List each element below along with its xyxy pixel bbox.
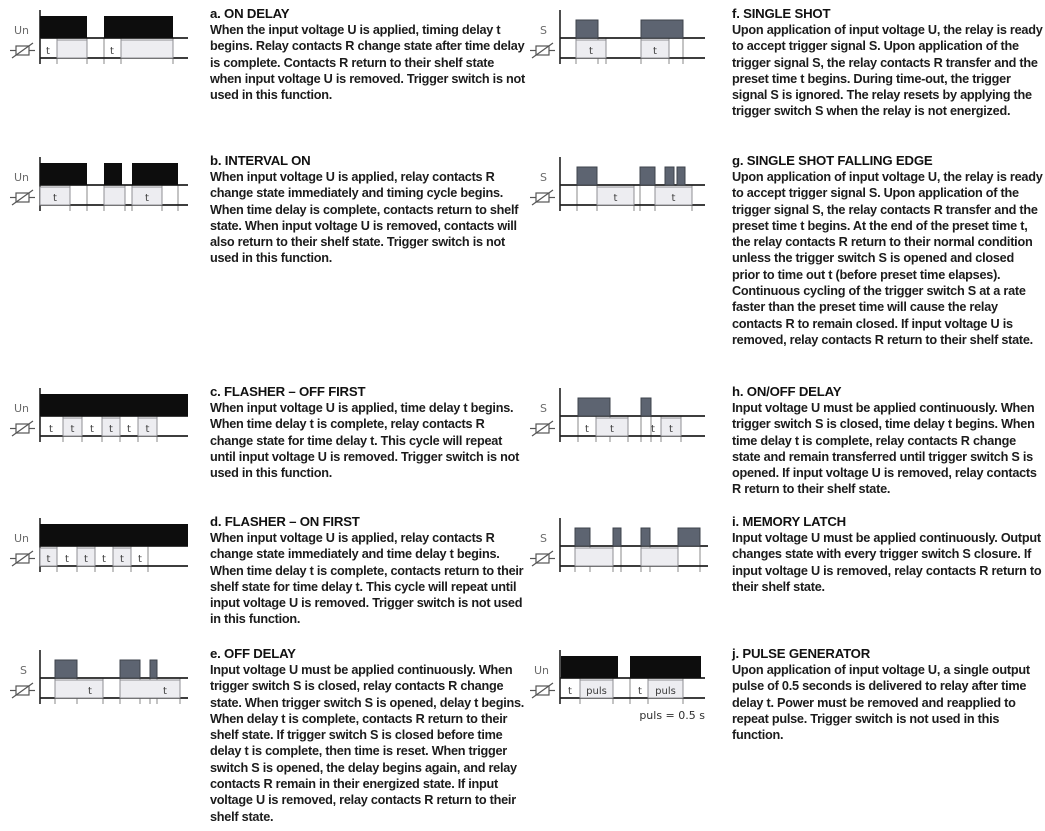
trigger-pulse-bar bbox=[120, 660, 140, 678]
relay-state-box bbox=[55, 680, 103, 698]
trigger-pulse-bar bbox=[613, 528, 621, 546]
signal-label: S bbox=[540, 402, 547, 415]
trigger-pulse-bar bbox=[641, 20, 683, 38]
timing-diagram bbox=[528, 514, 720, 583]
time-label: t bbox=[610, 424, 614, 435]
timing-diagram bbox=[8, 646, 200, 715]
function-body: Upon application of input voltage U, a single output pulse of 0.5 seconds is delivered to relay after time delay t. Power must be removed and reapplied to repeat pulse. Trigger switch is not used in this function. bbox=[732, 663, 1030, 743]
trigger-pulse-bar bbox=[575, 528, 590, 546]
time-label: t bbox=[585, 424, 589, 435]
time-label: t bbox=[138, 554, 142, 565]
timing-diagram bbox=[528, 646, 720, 729]
function-description bbox=[210, 153, 526, 267]
function-title: e. OFF DELAY bbox=[210, 646, 296, 661]
input-voltage-bar bbox=[40, 524, 188, 546]
signal-label: S bbox=[20, 664, 27, 677]
signal-label: Un bbox=[14, 402, 30, 415]
trigger-pulse-bar bbox=[578, 398, 610, 416]
time-label: t bbox=[145, 193, 149, 204]
time-label: t bbox=[109, 424, 113, 435]
input-voltage-bar bbox=[40, 163, 87, 185]
time-label: t bbox=[90, 424, 94, 435]
function-description bbox=[210, 384, 526, 481]
timing-diagram bbox=[8, 153, 200, 222]
time-label: t bbox=[84, 554, 88, 565]
input-voltage-bar bbox=[104, 16, 173, 38]
time-label: t bbox=[653, 46, 657, 57]
trigger-pulse-bar bbox=[641, 528, 650, 546]
input-voltage-bar bbox=[561, 656, 618, 678]
function-body: When input voltage U is applied, relay contacts R change state immediately and timing cycle begins. When time delay is complete, contacts return to shelf state. When input voltage U is removed, contacts will also return to their shelf state. Trigger switch is not used in this function. bbox=[210, 170, 519, 266]
function-title: a. ON DELAY bbox=[210, 6, 290, 21]
time-label: t bbox=[589, 46, 593, 57]
function-title: f. SINGLE SHOT bbox=[732, 6, 831, 21]
timing-diagram bbox=[8, 514, 200, 583]
function-body: Upon application of input voltage U, the relay is ready to accept trigger signal S. Upon application of the trigger signal S, the relay contacts R transfer and the preset time t begins. During time-out, the trigger signal S is ignored. The relay resets by applying the trigger switch S when the relay is not energized. bbox=[732, 23, 1043, 119]
time-label: t bbox=[53, 193, 57, 204]
function-description bbox=[732, 384, 1044, 498]
function-body: Input voltage U must be applied continuously. When trigger switch S is closed, relay contacts R change state. When trigger switch S is opened, delay t begins. When delay t is complete, contacts R return to their shelf state. If trigger switch S is closed before time delay t is complete, then time is reset. When trigger switch S is opened, the delay begins again, and relay contacts R remain in their energized state. If input voltage U is removed, relay contacts R return to their shelf state. bbox=[210, 663, 525, 824]
time-label: t bbox=[163, 686, 167, 697]
relay-state-box bbox=[57, 40, 87, 58]
function-body: When the input voltage U is applied, timing delay t begins. Relay contacts R change state after time delay is complete. Contacts R return to their shelf state when input voltage U is removed. Trigger switch is not used in this function. bbox=[210, 23, 526, 103]
time-label: t bbox=[65, 554, 69, 565]
time-label: t bbox=[127, 424, 131, 435]
time-label: t bbox=[638, 686, 642, 697]
function-body: Input voltage U must be applied continuously. Output changes state with every trigger switch S closure. If input voltage U is removed, relay contacts R return to their shelf state. bbox=[732, 531, 1042, 594]
input-voltage-bar bbox=[132, 163, 178, 185]
relay-state-box bbox=[104, 187, 125, 205]
timing-diagram bbox=[528, 384, 720, 453]
signal-label: S bbox=[540, 171, 547, 184]
function-description bbox=[732, 646, 1044, 743]
timing-diagram-svg bbox=[528, 6, 720, 70]
relay-state-box bbox=[121, 40, 173, 58]
function-body: When input voltage U is applied, time delay t begins. When time delay t is complete, relay contacts R change state for time delay t. This cycle will repeat until input voltage U is removed. Trigger switch is not used in this function. bbox=[210, 401, 520, 481]
time-label: puls bbox=[655, 686, 676, 697]
function-description bbox=[210, 514, 526, 628]
signal-label: Un bbox=[14, 171, 30, 184]
relay-state-box bbox=[641, 548, 678, 566]
timing-diagram bbox=[528, 153, 720, 222]
signal-label: S bbox=[540, 532, 547, 545]
time-label: t bbox=[613, 193, 618, 204]
relay-state-box bbox=[120, 680, 180, 698]
time-label: t bbox=[102, 554, 106, 565]
time-label: t bbox=[49, 424, 53, 435]
trigger-pulse-bar bbox=[641, 398, 651, 416]
timing-diagram bbox=[8, 384, 200, 453]
function-title: h. ON/OFF DELAY bbox=[732, 384, 842, 399]
trigger-pulse-bar bbox=[150, 660, 157, 678]
time-label: t bbox=[46, 554, 51, 565]
function-title: i. MEMORY LATCH bbox=[732, 514, 846, 529]
signal-label: S bbox=[540, 24, 547, 37]
timing-diagram bbox=[8, 6, 200, 75]
trigger-pulse-bar bbox=[678, 528, 700, 546]
function-title: c. FLASHER – OFF FIRST bbox=[210, 384, 366, 399]
timing-diagram-svg bbox=[8, 646, 200, 710]
trigger-pulse-bar bbox=[576, 20, 598, 38]
trigger-pulse-bar bbox=[55, 660, 77, 678]
trigger-pulse-bar bbox=[677, 167, 685, 185]
relay-state-box bbox=[575, 548, 613, 566]
timing-diagram-svg bbox=[8, 6, 200, 70]
function-body: Input voltage U must be applied continuously. When trigger switch S is closed, time delay t begins. When time delay t is complete, relay contacts R change state and remain transferred until trigger switch S is opened. If input voltage U is removed, relay contacts R return to their shelf state. bbox=[732, 401, 1037, 497]
time-label: t bbox=[110, 46, 114, 57]
trigger-pulse-bar bbox=[640, 167, 655, 185]
timing-diagram-svg bbox=[8, 153, 200, 217]
input-voltage-bar bbox=[104, 163, 122, 185]
trigger-pulse-bar bbox=[577, 167, 597, 185]
pulse-width-caption: puls = 0.5 s bbox=[639, 709, 705, 722]
function-description bbox=[732, 6, 1044, 120]
timing-diagram-svg bbox=[528, 384, 720, 448]
signal-label: Un bbox=[534, 664, 550, 677]
timing-diagram-svg bbox=[528, 514, 720, 578]
function-title: j. PULSE GENERATOR bbox=[732, 646, 871, 661]
time-label: puls bbox=[586, 686, 607, 697]
function-body: When input voltage U is applied, relay contacts R change state immediately and time delay t begins. When time delay t is complete, contacts return to their shelf state for time delay t. This cycle will repeat until input voltage U is removed. Trigger switch is not used in this function. bbox=[210, 531, 524, 627]
trigger-pulse-bar bbox=[665, 167, 674, 185]
function-description bbox=[210, 646, 526, 825]
function-title: d. FLASHER – ON FIRST bbox=[210, 514, 360, 529]
time-label: t bbox=[568, 686, 572, 697]
input-voltage-bar bbox=[40, 16, 87, 38]
timing-diagram-svg bbox=[8, 384, 200, 448]
function-title: b. INTERVAL ON bbox=[210, 153, 311, 168]
function-description bbox=[732, 514, 1044, 595]
time-label: t bbox=[669, 424, 673, 435]
timing-diagram-svg bbox=[8, 514, 200, 578]
time-label: t bbox=[651, 424, 655, 435]
function-body: Upon application of input voltage U, the relay is ready to accept trigger signal S. Upon application of the trigger signal S, the relay contacts R transfer and the preset time t begins. At the end of the preset time t, the relay contacts R return to their normal condition unless the trigger switch S is opened and closed prior to time out t (before preset time elapses). Continuous cycling of the trigger switch S at a rate faster than the preset time will cause the relay contacts R to remain closed. If input voltage U is removed, relay contacts R return to their shelf state. bbox=[732, 170, 1043, 347]
input-voltage-bar bbox=[40, 394, 188, 416]
function-description bbox=[732, 153, 1044, 348]
function-title: g. SINGLE SHOT FALLING EDGE bbox=[732, 153, 933, 168]
time-label: t bbox=[145, 424, 150, 435]
time-label: t bbox=[671, 193, 676, 204]
time-label: t bbox=[46, 46, 50, 57]
signal-label: Un bbox=[14, 24, 30, 37]
time-label: t bbox=[120, 554, 124, 565]
timing-diagram bbox=[528, 6, 720, 75]
time-label: t bbox=[88, 686, 92, 697]
function-description bbox=[210, 6, 526, 103]
time-label: t bbox=[70, 424, 75, 435]
signal-label: Un bbox=[14, 532, 30, 545]
input-voltage-bar bbox=[630, 656, 701, 678]
timing-diagram-svg bbox=[528, 153, 720, 217]
timing-diagram-svg bbox=[528, 646, 720, 724]
